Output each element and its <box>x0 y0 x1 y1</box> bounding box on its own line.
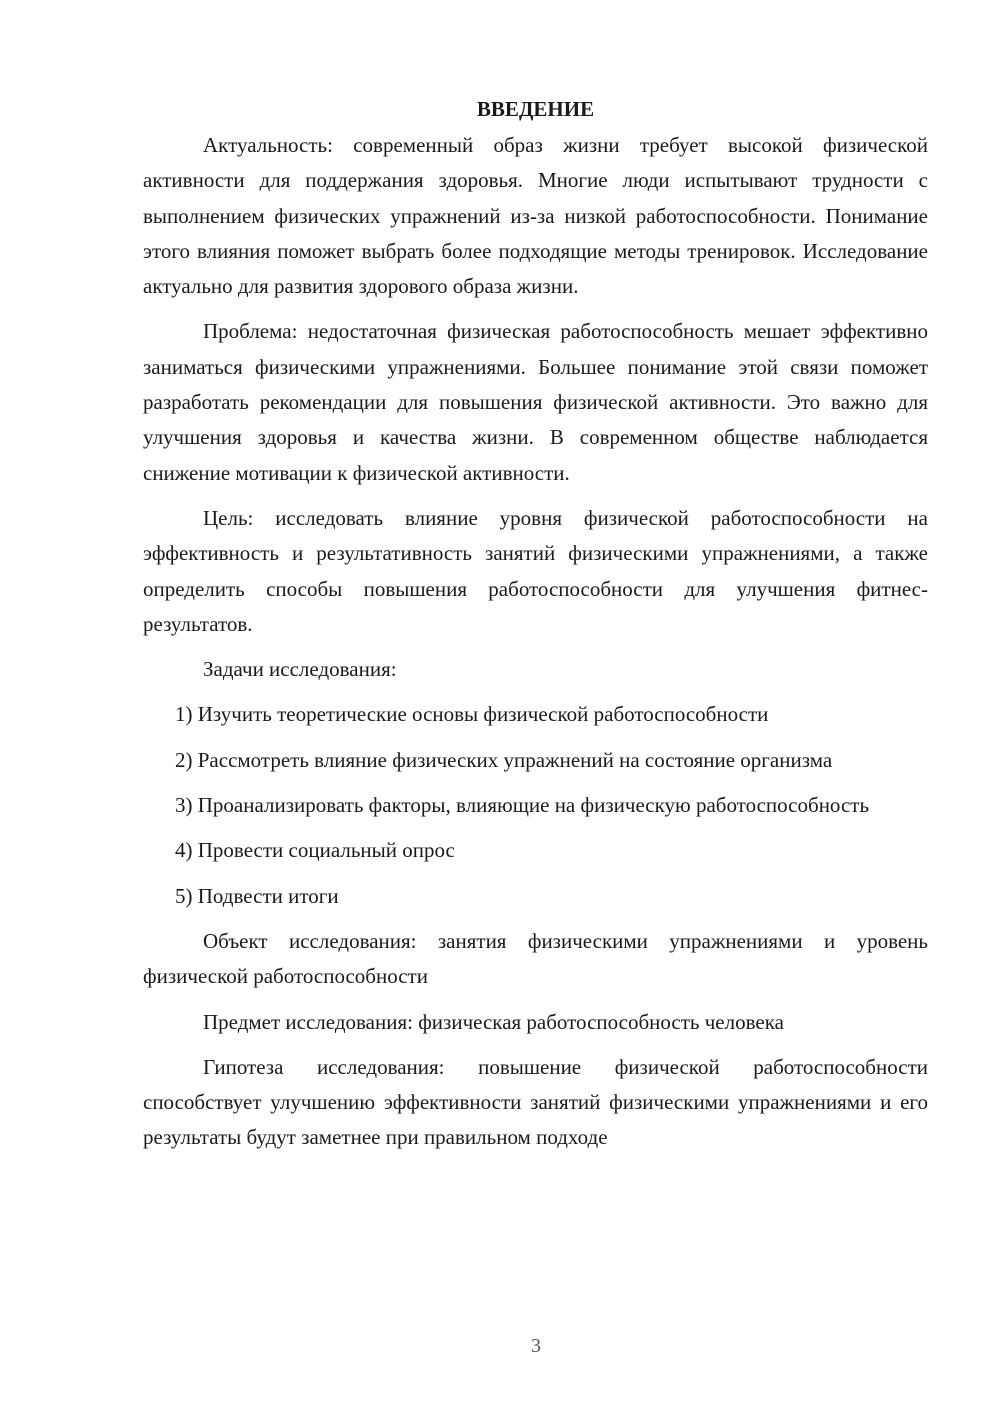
paragraph-problem: Проблема: недостаточная физическая работоспособность мешает эффективно заниматься физическими упражнениями. Большее понимание этой связи поможет разработать рекомендации для повышения физической активности. Это важно для улучшения здоровья и качества жизни. В современном обществе наблюдается снижение мотивации к физической активности. <box>143 319 928 485</box>
task-item-1: 1) Изучить теоретические основы физической работоспособности <box>175 702 769 727</box>
section-title: ВВЕДЕНИЕ <box>476 97 595 121</box>
paragraph-tasks-heading: Задачи исследования: <box>203 657 397 682</box>
page-number: 3 <box>531 1335 541 1357</box>
paragraph-hypothesis: Гипотеза исследования: повышение физической работоспособности способствует улучшению эффективности занятий физическими упражнениями и его результаты будут заметнее при правильном подходе <box>143 1054 928 1150</box>
task-item-5: 5) Подвести итоги <box>175 883 339 908</box>
paragraph-goal: Цель: исследовать влияние уровня физической работоспособности на эффективность и результативность занятий физическими упражнениями, а также определить способы повышения работоспособности для улучшения фитнес-результатов. <box>143 505 928 636</box>
task-item-4: 4) Провести социальный опрос <box>175 838 455 863</box>
task-item-3: 3) Проанализировать факторы, влияющие на физическую работоспособность <box>175 793 870 818</box>
document-page <box>143 92 928 1166</box>
paragraph-subject: Предмет исследования: физическая работоспособность человека <box>203 1009 784 1034</box>
paragraph-object: Объект исследования: занятия физическими упражнениями и уровень физической работоспособности <box>143 928 928 989</box>
paragraph-relevance: Актуальность: современный образ жизни требует высокой физической активности для поддержания здоровья. Многие люди испытывают трудности с выполнением физических упражнений из-за низкой работоспособности. Понимание этого влияния поможет выбрать более подходящие методы тренировок. Исследование актуально для развития здорового образа жизни. <box>143 133 928 299</box>
task-item-2: 2) Рассмотреть влияние физических упражнений на состояние организма <box>175 747 833 772</box>
